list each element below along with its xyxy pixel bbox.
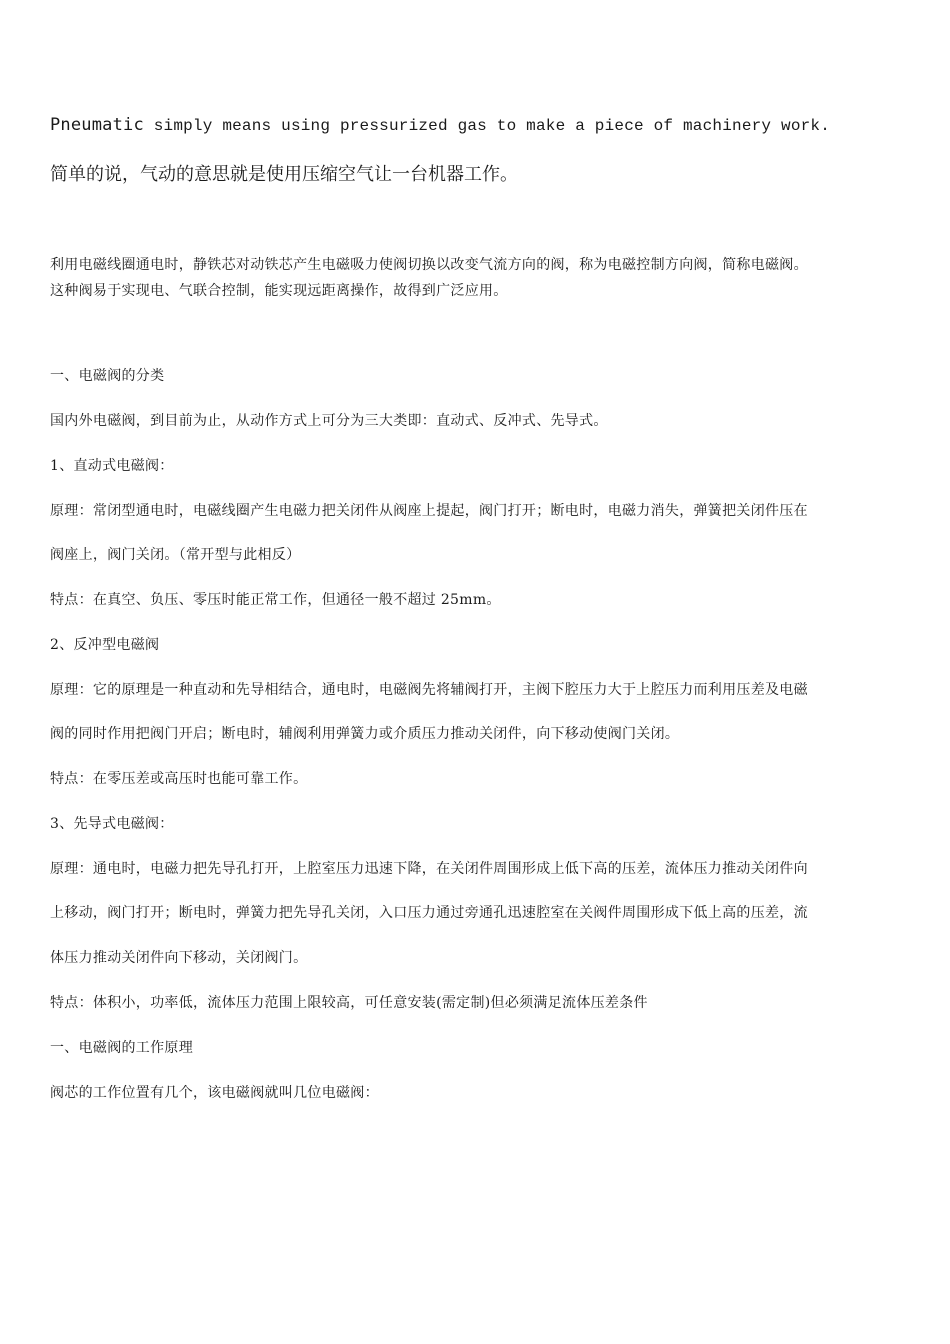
classification-summary: 国内外电磁阀，到目前为止，从动作方式上可分为三大类即：直动式、反冲式、先导式。	[50, 413, 608, 429]
recoil-principle-line-1: 原理：它的原理是一种直动和先导相结合，通电时，电磁阀先将辅阀打开，主阀下腔压力大于上腔压力而利用压差及电磁	[50, 682, 808, 698]
pilot-principle-line-3: 体压力推动关闭件向下移动，关闭阀门。	[50, 950, 308, 966]
pilot-feature: 特点：体积小，功率低，流体压力范围上限较高，可任意安装(需定制)但必须满足流体压差条件	[50, 995, 648, 1011]
recoil-feature: 特点：在零压差或高压时也能可靠工作。	[50, 771, 308, 787]
recoil-principle-line-2: 阀的同时作用把阀门开启；断电时，辅阀利用弹簧力或介质压力推动关闭件，向下移动使阀门关闭。	[50, 726, 680, 742]
recoil-type-title: 2、反冲型电磁阀	[50, 637, 160, 653]
direct-feature: 特点：在真空、负压、零压时能正常工作，但通径一般不超过 25mm。	[50, 592, 501, 608]
definition-line-2: 这种阀易于实现电、气联合控制，能实现远距离操作，故得到广泛应用。	[50, 283, 508, 299]
pilot-type-title: 3、先导式电磁阀：	[50, 816, 174, 832]
intro-english-lead: Pneumatic	[50, 115, 144, 135]
definition-line-1: 利用电磁线圈通电时，静铁芯对动铁芯产生电磁吸力使阀切换以改变气流方向的阀，称为电磁控制方向阀，简称电磁阀。	[50, 257, 808, 273]
intro-english-rest: simply means using pressurized gas to make a piece of machinery work.	[143, 117, 831, 135]
pilot-principle-line-2: 上移动，阀门打开；断电时，弹簧力把先导孔关闭，入口压力通过旁通孔迅速腔室在关阀件周围形成下低上高的压差，流	[50, 905, 808, 921]
pilot-principle-line-1: 原理：通电时，电磁力把先导孔打开，上腔室压力迅速下降，在关闭件周围形成上低下高的压差，流体压力推动关闭件向	[50, 861, 808, 877]
section-heading-classification: 一、电磁阀的分类	[50, 368, 165, 384]
direct-principle-line-2: 阀座上，阀门关闭。（常开型与此相反）	[50, 547, 301, 563]
intro-english	[50, 115, 830, 135]
direct-type-title: 1、直动式电磁阀：	[50, 458, 174, 474]
section-heading-working-principle: 一、电磁阀的工作原理	[50, 1040, 193, 1056]
intro-chinese: 简单的说，气动的意思就是使用压缩空气让一台机器工作。	[50, 164, 518, 185]
working-principle-line-1: 阀芯的工作位置有几个，该电磁阀就叫几位电磁阀：	[50, 1085, 379, 1101]
direct-principle-line-1: 原理：常闭型通电时，电磁线圈产生电磁力把关闭件从阀座上提起，阀门打开；断电时，电磁力消失，弹簧把关闭件压在	[50, 503, 808, 519]
